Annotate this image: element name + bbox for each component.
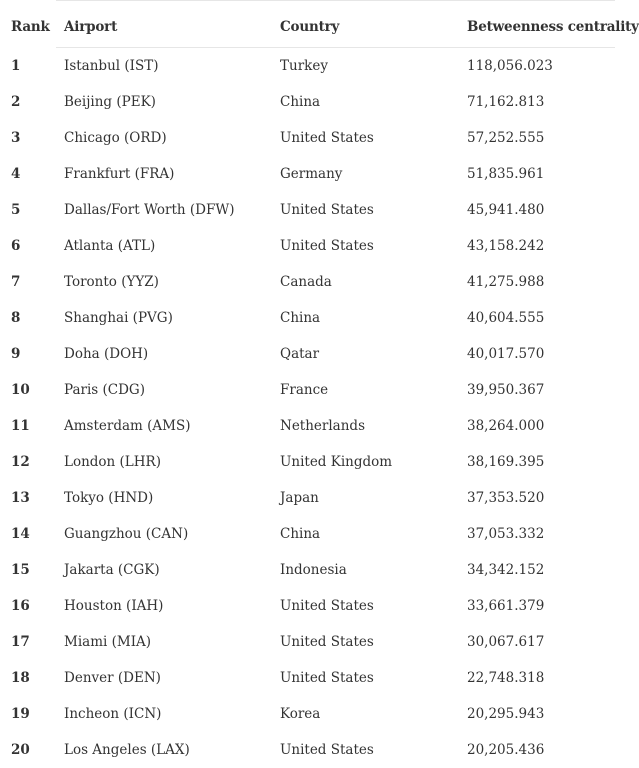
cell-country: Korea: [272, 696, 459, 732]
table-row: [0, 696, 615, 732]
cell-rank: 13: [0, 480, 56, 516]
cell-country: Canada: [272, 264, 459, 300]
cell-country: United States: [272, 624, 459, 660]
cell-rank: 5: [0, 192, 56, 228]
cell-betweenness-centrality: 37,053.332: [459, 516, 615, 552]
cell-country: Netherlands: [272, 408, 459, 444]
table-row: [0, 516, 615, 552]
cell-country: Turkey: [272, 48, 459, 85]
table-row: [0, 300, 615, 336]
table-row: [0, 624, 615, 660]
header-betweenness-centrality: Betweenness centrality: [459, 1, 615, 48]
cell-airport: Incheon (ICN): [56, 696, 272, 732]
cell-betweenness-centrality: 38,169.395: [459, 444, 615, 480]
cell-rank: 8: [0, 300, 56, 336]
cell-country: France: [272, 372, 459, 408]
table-row: [0, 228, 615, 264]
cell-airport: Toronto (YYZ): [56, 264, 272, 300]
cell-rank: 12: [0, 444, 56, 480]
cell-airport: Chicago (ORD): [56, 120, 272, 156]
cell-airport: Beijing (PEK): [56, 84, 272, 120]
table-row: [0, 732, 615, 768]
cell-betweenness-centrality: 39,950.367: [459, 372, 615, 408]
cell-country: United States: [272, 588, 459, 624]
cell-betweenness-centrality: 71,162.813: [459, 84, 615, 120]
table-row: [0, 480, 615, 516]
cell-country: Indonesia: [272, 552, 459, 588]
cell-airport: Paris (CDG): [56, 372, 272, 408]
header-rank: Rank: [0, 1, 56, 48]
cell-country: United States: [272, 732, 459, 768]
cell-rank: 18: [0, 660, 56, 696]
header-airport: Airport: [56, 1, 272, 48]
cell-rank: 9: [0, 336, 56, 372]
table-row: [0, 336, 615, 372]
table-row: [0, 408, 615, 444]
cell-betweenness-centrality: 22,748.318: [459, 660, 615, 696]
cell-airport: Miami (MIA): [56, 624, 272, 660]
cell-rank: 2: [0, 84, 56, 120]
cell-rank: 6: [0, 228, 56, 264]
cell-rank: 19: [0, 696, 56, 732]
cell-airport: Los Angeles (LAX): [56, 732, 272, 768]
table-row: [0, 120, 615, 156]
cell-betweenness-centrality: 30,067.617: [459, 624, 615, 660]
cell-rank: 15: [0, 552, 56, 588]
cell-betweenness-centrality: 40,017.570: [459, 336, 615, 372]
cell-airport: Houston (IAH): [56, 588, 272, 624]
cell-country: China: [272, 300, 459, 336]
table-row: [0, 372, 615, 408]
cell-rank: 14: [0, 516, 56, 552]
cell-country: United Kingdom: [272, 444, 459, 480]
cell-betweenness-centrality: 45,941.480: [459, 192, 615, 228]
cell-airport: Atlanta (ATL): [56, 228, 272, 264]
cell-betweenness-centrality: 57,252.555: [459, 120, 615, 156]
cell-betweenness-centrality: 34,342.152: [459, 552, 615, 588]
cell-country: United States: [272, 228, 459, 264]
cell-betweenness-centrality: 38,264.000: [459, 408, 615, 444]
header-row: [0, 1, 615, 48]
cell-betweenness-centrality: 40,604.555: [459, 300, 615, 336]
table-row: [0, 660, 615, 696]
cell-airport: Denver (DEN): [56, 660, 272, 696]
header-country: Country: [272, 1, 459, 48]
cell-airport: Amsterdam (AMS): [56, 408, 272, 444]
cell-rank: 1: [0, 48, 56, 85]
cell-country: Qatar: [272, 336, 459, 372]
cell-airport: Guangzhou (CAN): [56, 516, 272, 552]
cell-rank: 20: [0, 732, 56, 768]
cell-betweenness-centrality: 41,275.988: [459, 264, 615, 300]
cell-rank: 11: [0, 408, 56, 444]
table-row: [0, 84, 615, 120]
cell-betweenness-centrality: 43,158.242: [459, 228, 615, 264]
cell-betweenness-centrality: 20,205.436: [459, 732, 615, 768]
cell-airport: Tokyo (HND): [56, 480, 272, 516]
cell-betweenness-centrality: 20,295.943: [459, 696, 615, 732]
table-header: [0, 1, 615, 48]
table-row: [0, 264, 615, 300]
table-row: [0, 48, 615, 85]
cell-rank: 4: [0, 156, 56, 192]
cell-airport: Jakarta (CGK): [56, 552, 272, 588]
cell-rank: 16: [0, 588, 56, 624]
cell-rank: 10: [0, 372, 56, 408]
table-row: [0, 588, 615, 624]
table-row: [0, 444, 615, 480]
table-row: [0, 552, 615, 588]
table-row: [0, 156, 615, 192]
cell-country: United States: [272, 120, 459, 156]
cell-airport: Frankfurt (FRA): [56, 156, 272, 192]
cell-airport: Dallas/Fort Worth (DFW): [56, 192, 272, 228]
cell-betweenness-centrality: 118,056.023: [459, 48, 615, 85]
cell-betweenness-centrality: 33,661.379: [459, 588, 615, 624]
cell-rank: 3: [0, 120, 56, 156]
cell-country: China: [272, 84, 459, 120]
cell-country: United States: [272, 660, 459, 696]
cell-country: China: [272, 516, 459, 552]
cell-rank: 17: [0, 624, 56, 660]
cell-country: Germany: [272, 156, 459, 192]
cell-country: United States: [272, 192, 459, 228]
cell-airport: London (LHR): [56, 444, 272, 480]
cell-airport: Istanbul (IST): [56, 48, 272, 85]
cell-airport: Shanghai (PVG): [56, 300, 272, 336]
cell-airport: Doha (DOH): [56, 336, 272, 372]
table-body: [0, 48, 615, 768]
cell-betweenness-centrality: 37,353.520: [459, 480, 615, 516]
cell-rank: 7: [0, 264, 56, 300]
table-row: [0, 192, 615, 228]
cell-country: Japan: [272, 480, 459, 516]
cell-betweenness-centrality: 51,835.961: [459, 156, 615, 192]
